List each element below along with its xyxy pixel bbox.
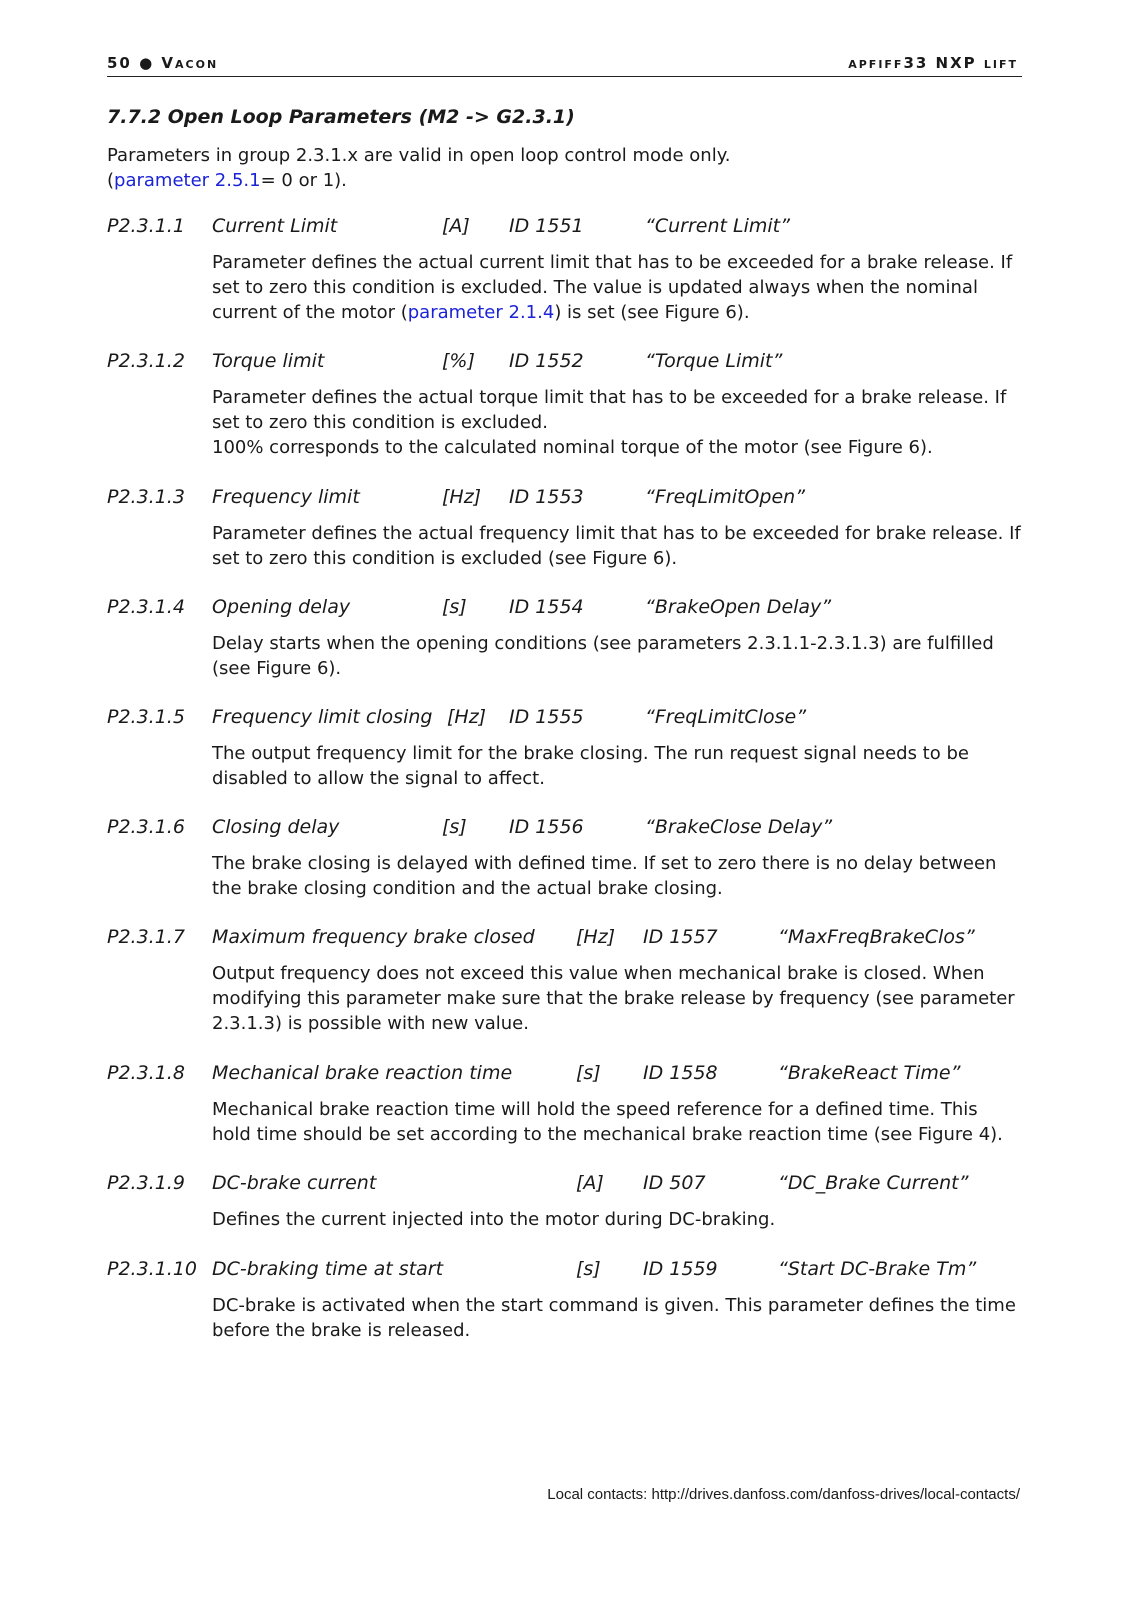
param-name: Torque limit	[212, 350, 325, 372]
param-name: Opening delay	[212, 596, 351, 618]
param-id: ID 507	[643, 1172, 706, 1194]
intro-line: Parameters in group 2.3.1.x are valid in open loop control mode only.	[107, 145, 731, 166]
param-unit: [Hz]	[576, 926, 616, 948]
param-unit: [A]	[576, 1172, 604, 1194]
param-description: The output frequency limit for the brake closing. The run request signal needs to be disabled to allow the signal to affect.	[212, 743, 969, 789]
desc-text: Parameter defines the actual current limit that has to be exceeded for a brake release. If set to zero this condition is excluded. The value is updated always when the nominal current of the motor (	[212, 252, 1013, 323]
param-code: P2.3.1.10	[107, 1258, 198, 1280]
param-unit: [Hz]	[442, 486, 482, 508]
param-id: ID 1553	[509, 486, 584, 508]
param-description: Parameter defines the actual frequency limit that has to be exceeded for brake release. If set to zero this condition is excluded (see Figure 6).	[212, 523, 1021, 569]
param-id: ID 1554	[509, 596, 584, 618]
param-code: P2.3.1.6	[107, 816, 185, 838]
param-short-name: “MaxFreqBrakeClos”	[778, 926, 975, 948]
param-block	[107, 596, 1022, 681]
header-page-brand: 50 ● Vacon	[107, 54, 219, 72]
param-name: Mechanical brake reaction time	[212, 1062, 513, 1084]
param-code: P2.3.1.9	[107, 1172, 185, 1194]
param-unit: [s]	[576, 1258, 601, 1280]
param-code: P2.3.1.3	[107, 486, 185, 508]
param-name: Maximum frequency brake closed	[212, 926, 535, 948]
param-description	[212, 250, 1022, 325]
paren: (	[107, 170, 115, 191]
param-id: ID 1557	[643, 926, 718, 948]
param-unit: [s]	[442, 596, 467, 618]
param-name: DC-braking time at start	[212, 1258, 444, 1280]
param-block	[107, 1258, 1022, 1343]
param-block	[107, 215, 1022, 325]
param-code: P2.3.1.2	[107, 350, 185, 372]
param-block	[107, 350, 1022, 460]
param-block	[107, 486, 1022, 571]
param-id: ID 1552	[509, 350, 584, 372]
param-short-name: “BrakeClose Delay”	[645, 816, 833, 838]
desc-text: ) is set (see Figure 6).	[554, 302, 750, 323]
param-short-name: “BrakeOpen Delay”	[645, 596, 832, 618]
intro-rest: = 0 or 1).	[260, 170, 347, 191]
intro-line-2	[107, 168, 1007, 193]
param-block	[107, 706, 1022, 791]
parameter-link[interactable]: parameter 2.1.4	[407, 302, 555, 323]
param-short-name: “FreqLimitOpen”	[645, 486, 806, 508]
section-title: 7.7.2 Open Loop Parameters (M2 -> G2.3.1)	[107, 106, 575, 128]
param-short-name: “FreqLimitClose”	[645, 706, 807, 728]
param-name: Closing delay	[212, 816, 340, 838]
param-heading	[107, 706, 1022, 736]
param-heading	[107, 350, 1022, 380]
param-block	[107, 1172, 1022, 1232]
param-description: Defines the current injected into the motor during DC-braking.	[212, 1209, 776, 1230]
param-heading	[107, 486, 1022, 516]
param-short-name: “Torque Limit”	[645, 350, 783, 372]
param-id: ID 1558	[643, 1062, 718, 1084]
param-description: The brake closing is delayed with defined time. If set to zero there is no delay between the brake closing condition and the actual brake closing.	[212, 853, 997, 899]
param-id: ID 1555	[509, 706, 584, 728]
param-description	[212, 385, 1022, 460]
param-heading	[107, 215, 1022, 245]
param-description: DC-brake is activated when the start command is given. This parameter defines the time before the brake is released.	[212, 1295, 1016, 1341]
param-block	[107, 926, 1022, 1036]
param-short-name: “DC_Brake Current”	[778, 1172, 969, 1194]
param-id: ID 1556	[509, 816, 584, 838]
header-doc-title: apfiff33 NXP lift	[848, 54, 1018, 72]
param-heading	[107, 1258, 1022, 1288]
param-heading	[107, 926, 1022, 956]
intro-text	[107, 143, 1007, 193]
parameter-link[interactable]: parameter 2.5.1	[114, 170, 261, 191]
param-heading	[107, 1172, 1022, 1202]
param-unit: [s]	[442, 816, 467, 838]
param-unit: [s]	[576, 1062, 601, 1084]
param-heading	[107, 816, 1022, 846]
param-block	[107, 1062, 1022, 1147]
param-name: Frequency limit closing	[212, 706, 433, 728]
param-name: Frequency limit	[212, 486, 360, 508]
desc-text: Parameter defines the actual torque limit that has to be exceeded for a brake release. If set to zero this condition is excluded.	[212, 387, 1007, 433]
param-name: Current Limit	[212, 215, 338, 237]
param-code: P2.3.1.5	[107, 706, 185, 728]
desc-text: 100% corresponds to the calculated nominal torque of the motor (see Figure 6).	[212, 437, 933, 458]
footer-local-contacts: Local contacts: http://drives.danfoss.com/danfoss-drives/local-contacts/	[547, 1486, 1020, 1503]
page-header	[107, 52, 1022, 77]
param-block	[107, 816, 1022, 901]
param-heading	[107, 1062, 1022, 1092]
param-short-name: “Start DC-Brake Tm”	[778, 1258, 977, 1280]
param-name: DC-brake current	[212, 1172, 377, 1194]
param-unit: [%]	[442, 350, 475, 372]
param-unit: [A]	[442, 215, 470, 237]
param-code: P2.3.1.8	[107, 1062, 185, 1084]
param-code: P2.3.1.7	[107, 926, 185, 948]
param-unit: [Hz]	[447, 706, 487, 728]
param-id: ID 1551	[509, 215, 584, 237]
param-code: P2.3.1.4	[107, 596, 185, 618]
param-id: ID 1559	[643, 1258, 718, 1280]
param-short-name: “BrakeReact Time”	[778, 1062, 961, 1084]
param-code: P2.3.1.1	[107, 215, 185, 237]
param-description: Mechanical brake reaction time will hold the speed reference for a defined time. This hold time should be set according to the mechanical brake reaction time (see Figure 4).	[212, 1099, 1003, 1145]
param-description: Delay starts when the opening conditions (see parameters 2.3.1.1-2.3.1.3) are fulfilled (see Figure 6).	[212, 633, 994, 679]
param-short-name: “Current Limit”	[645, 215, 790, 237]
param-heading	[107, 596, 1022, 626]
param-description: Output frequency does not exceed this value when mechanical brake is closed. When modifying this parameter make sure that the brake release by frequency (see parameter 2.3.1.3) is possible with new value.	[212, 963, 1015, 1034]
